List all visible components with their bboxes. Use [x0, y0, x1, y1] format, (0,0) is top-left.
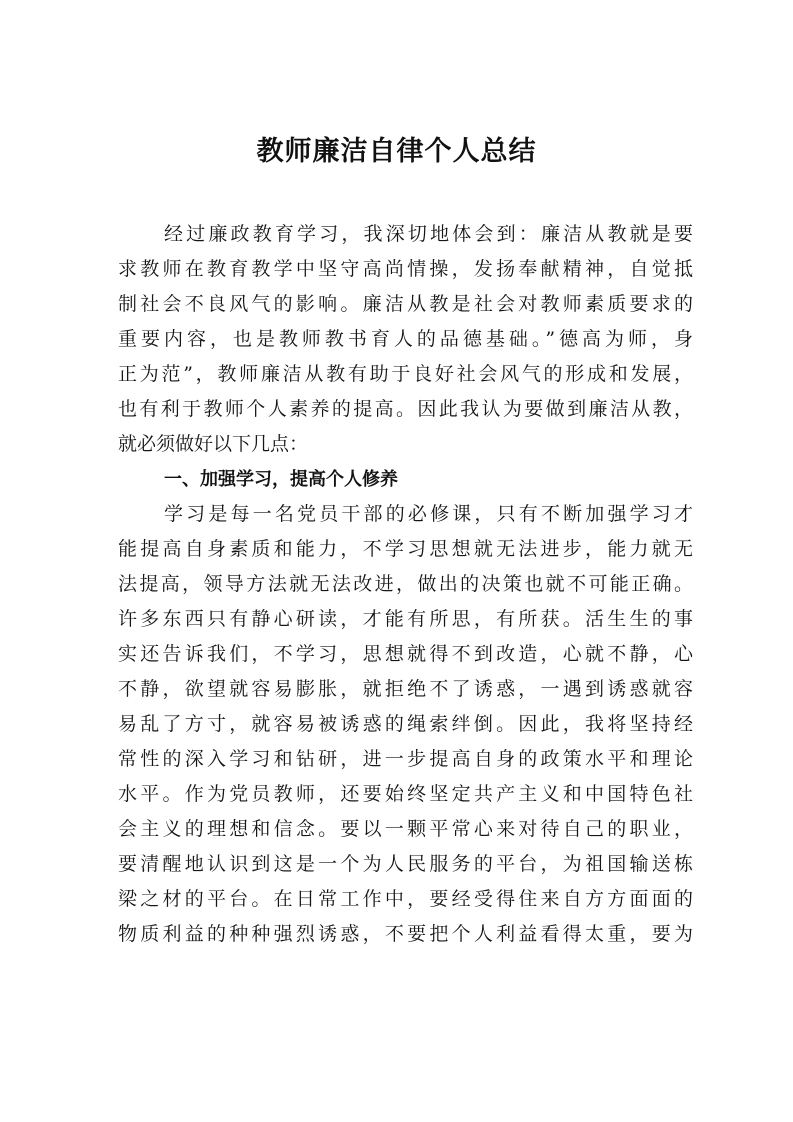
section1-line-3: 法提高，领导方法就无法改进，做出的决策也就不可能正确。	[118, 573, 693, 595]
document-body	[118, 217, 693, 952]
section1-line-6: 不静，欲望就容易膨胀，就拒绝不了诱惑，一遇到诱惑就容	[118, 678, 693, 700]
section1-line-12: 梁之材的平台。在日常工作中，要经受得住来自方方面面的	[118, 888, 693, 910]
section1-line-4: 许多东西只有静心研读，才能有所思，有所获。活生生的事	[118, 608, 693, 630]
section1-line-1: 学习是每一名党员干部的必修课，只有不断加强学习才	[164, 503, 693, 525]
intro-line-4: 重要内容，也是教师教书育人的品德基础。”德高为师，身	[118, 328, 693, 350]
section1-line-11: 要清醒地认识到这是一个为人民服务的平台，为祖国输送栋	[118, 853, 693, 875]
intro-line-6: 也有利于教师个人素养的提高。因此我认为要做到廉洁从教，	[118, 398, 693, 420]
intro-line-7: 就必须做好以下几点：	[118, 433, 309, 455]
intro-line-1: 经过廉政教育学习，我深切地体会到：廉洁从教就是要	[164, 223, 693, 245]
section1-line-13: 物质利益的种种强烈诱惑，不要把个人利益看得太重，要为	[118, 923, 693, 945]
document-title: 教师廉洁自律个人总结	[256, 136, 537, 167]
section1-line-8: 常性的深入学习和钻研，进一步提高自身的政策水平和理论	[118, 748, 693, 770]
intro-line-3: 制社会不良风气的影响。廉洁从教是社会对教师素质要求的	[118, 293, 693, 315]
section1-line-7: 易乱了方寸，就容易被诱惑的绳索绊倒。因此，我将坚持经	[118, 713, 693, 735]
section-heading-1: 一、加强学习，提高个人修养	[164, 469, 398, 490]
section1-line-2: 能提高自身素质和能力，不学习思想就无法进步，能力就无	[118, 538, 693, 560]
intro-line-2: 求教师在教育教学中坚守高尚情操，发扬奉献精神，自觉抵	[118, 258, 693, 280]
section1-line-10: 会主义的理想和信念。要以一颗平常心来对待自己的职业，	[118, 818, 693, 840]
section1-line-5: 实还告诉我们，不学习，思想就得不到改造，心就不静，心	[118, 643, 693, 665]
intro-line-5: 正为范”，教师廉洁从教有助于良好社会风气的形成和发展，	[118, 363, 693, 385]
section1-line-9: 水平。作为党员教师，还要始终坚定共产主义和中国特色社	[118, 783, 693, 805]
